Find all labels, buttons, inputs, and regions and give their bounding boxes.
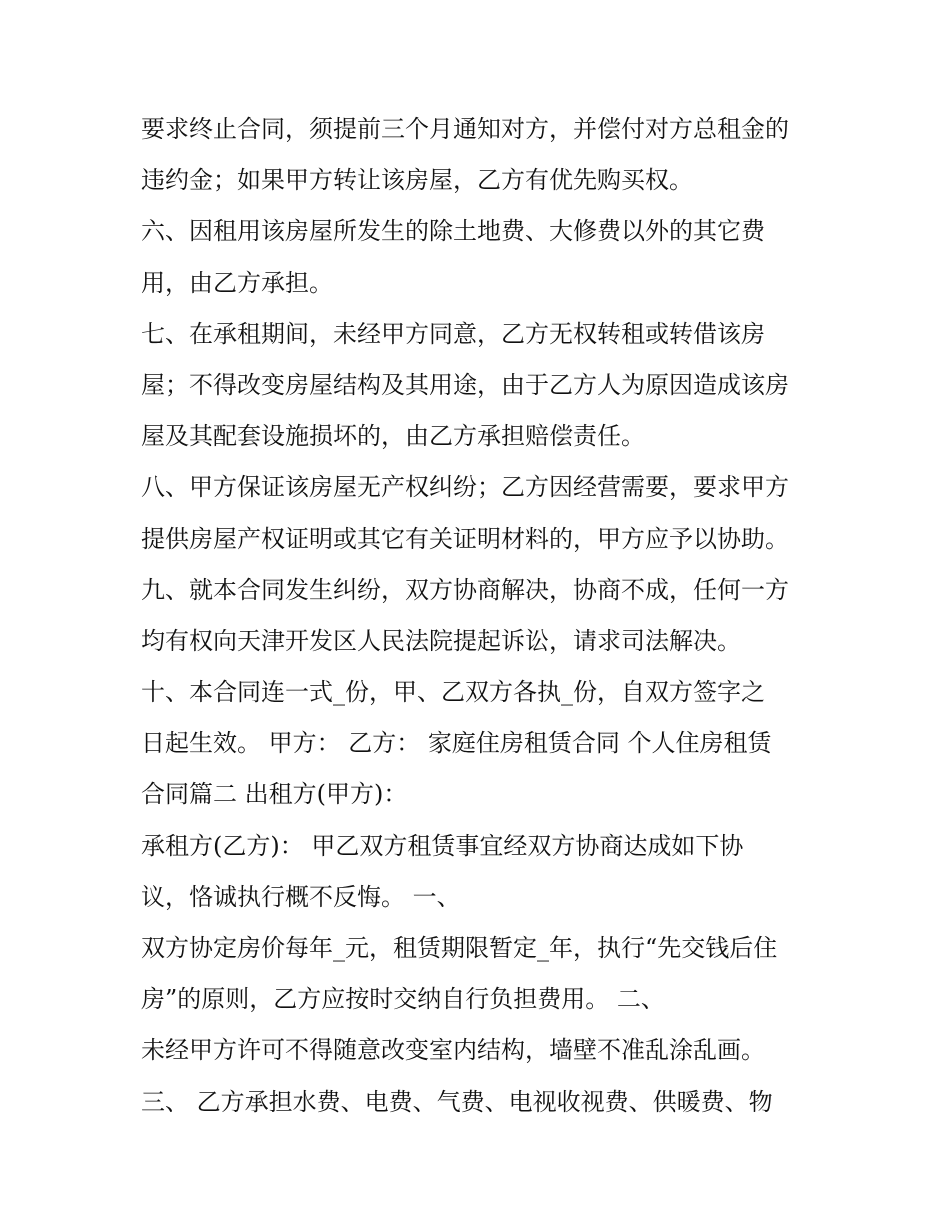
text-line: 三、 乙方承担水费、电费、气费、电视收视费、供暖费、物 <box>141 1087 773 1116</box>
text-line: 用，由乙方承担。 <box>141 268 333 297</box>
text-line: 议，恪诚执行概不反悔。 一、 <box>141 882 461 911</box>
text-line: 房”的原则，乙方应按时交纳自行负担费用。 二、 <box>141 985 665 1014</box>
text-line: 未经甲方许可不得随意改变室内结构，墙壁不准乱涂乱画。 <box>141 1036 765 1065</box>
text-line: 要求终止合同，须提前三个月通知对方，并偿付对方总租金的 <box>141 115 789 143</box>
text-line: 日起生效。 甲方： 乙方： 家庭住房租赁合同 个人住房租赁 <box>141 729 772 758</box>
text-line: 合同篇二 出租方(甲方)： <box>141 780 408 809</box>
text-line: 八、甲方保证该房屋无产权纠纷；乙方因经营需要，要求甲方 <box>141 473 789 502</box>
text-line: 提供房屋产权证明或其它有关证明材料的，甲方应予以协助。 <box>141 524 789 553</box>
text-line: 承租方(乙方)： 甲乙双方租赁事宜经双方协商达成如下协 <box>141 831 744 860</box>
text-line: 双方协定房价每年_元，租赁期限暂定_年，执行“先交钱后住 <box>141 934 778 962</box>
contract-text-body <box>141 108 831 1132</box>
text-line: 均有权向天津开发区人民法院提起诉讼，请求司法解决。 <box>141 626 741 655</box>
text-line: 违约金；如果甲方转让该房屋，乙方有优先购买权。 <box>141 166 693 195</box>
text-line: 十、本合同连一式_份，甲、乙双方各执_份，自双方签字之 <box>141 678 765 707</box>
text-line: 六、因租用该房屋所发生的除土地费、大修费以外的其它费 <box>141 217 765 246</box>
text-line: 屋及其配套设施损坏的，由乙方承担赔偿责任。 <box>141 422 645 451</box>
text-line: 七、在承租期间，未经甲方同意，乙方无权转租或转借该房 <box>141 319 765 348</box>
text-line: 九、就本合同发生纠纷，双方协商解决，协商不成，任何一方 <box>141 575 789 604</box>
text-line: 屋；不得改变房屋结构及其用途，由于乙方人为原因造成该房 <box>141 370 789 399</box>
